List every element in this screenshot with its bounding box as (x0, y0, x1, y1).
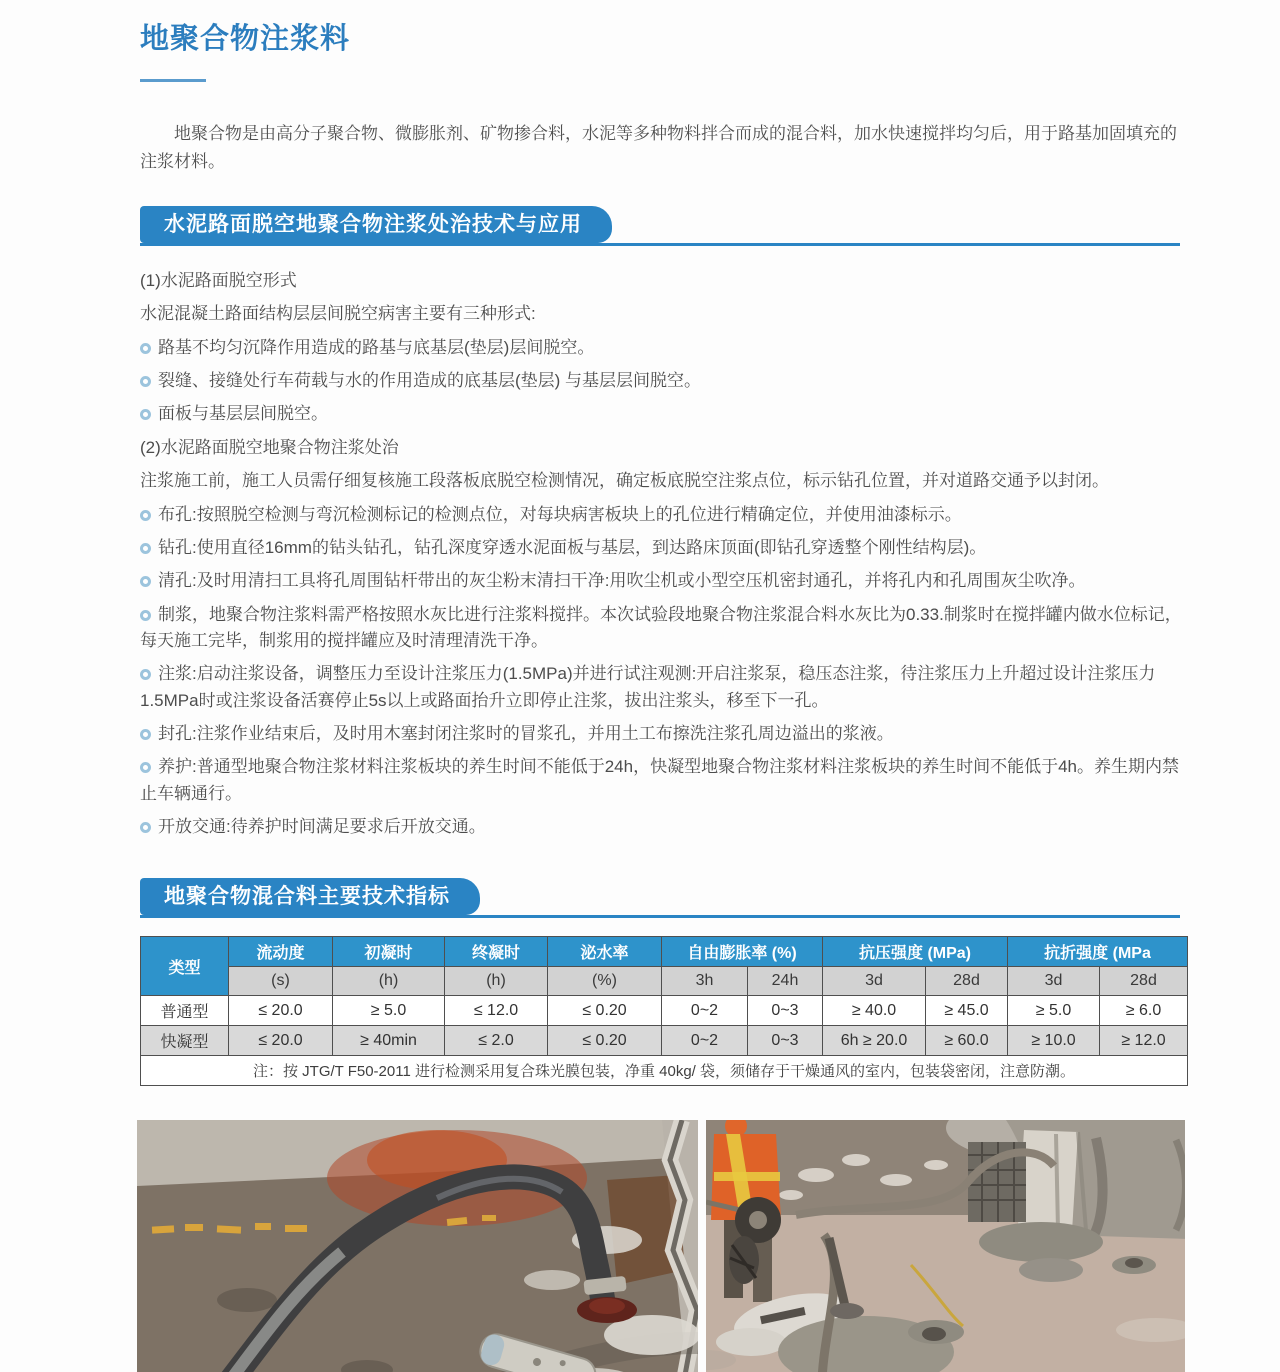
section1-line: 注浆施工前，施工人员需仔细复核施工段落板底脱空检测情况，确定板底脱空注浆点位，标示钻孔位置，并对道路交通予以封闭。 (140, 471, 1109, 491)
intro-paragraph: 地聚合物是由高分子聚合物、微膨胀剂、矿物掺合料，水泥等多种物料拌合而成的混合料，加水快速搅拌均匀后，用于路基加固填充的注浆材料。 (140, 124, 1177, 172)
section1-line: 开放交通:待养护时间满足要求后开放交通。 (140, 814, 1185, 840)
table-cell: 0~2 (662, 1026, 748, 1056)
table-cell: 6h ≥ 20.0 (823, 1026, 926, 1056)
table-cell: 0~3 (748, 996, 823, 1026)
table-header-initial-set: 初凝时 (333, 937, 445, 967)
table-cell: ≥ 6.0 (1100, 996, 1188, 1026)
table-unit: (h) (333, 967, 445, 996)
section1-line: 钻孔:使用直径16mm的钻头钻孔，钻孔深度穿透水泥面板与基层，到达路床顶面(即钻孔穿透整个刚性结构层)。 (140, 535, 1185, 561)
section2-banner-row (140, 878, 1180, 918)
ring-bullet-icon (140, 576, 151, 587)
table-cell: ≤ 0.20 (548, 1026, 662, 1056)
table-unit: 3h (662, 967, 748, 996)
table-cell: ≤ 20.0 (229, 1026, 333, 1056)
table-header-flexural: 抗折强度 (MPa (1008, 937, 1188, 967)
ring-bullet-icon (140, 729, 151, 740)
table-cell: ≥ 40min (333, 1026, 445, 1056)
section1-banner: 水泥路面脱空地聚合物注浆处治技术与应用 (140, 206, 612, 243)
table-unit: (h) (445, 967, 548, 996)
site-photos-row (137, 1120, 1185, 1372)
section1-line: 水泥混凝土路面结构层层间脱空病害主要有三种形式: (140, 304, 536, 324)
section1-line: 面板与基层层间脱空。 (140, 401, 1185, 427)
table-header-fluidity: 流动度 (229, 937, 333, 967)
ring-bullet-icon (140, 610, 151, 621)
spec-table (140, 936, 1188, 1086)
grouting-hose-photo (137, 1120, 698, 1372)
section1-content (140, 268, 1185, 840)
table-note: 注：按 JTG/T F50-2011 进行检测采用复合珠光膜包装，净重 40kg/ 袋，须储存于干燥通风的室内，包装袋密闭，注意防潮。 (141, 1056, 1188, 1086)
table-cell: ≥ 45.0 (926, 996, 1008, 1026)
table-row (141, 1026, 1188, 1056)
table-cell: ≤ 0.20 (548, 996, 662, 1026)
section1-line: 封孔:注浆作业结束后，及时用木塞封闭注浆时的冒浆孔，并用土工布擦洗注浆孔周边溢出的浆液。 (140, 721, 1185, 747)
table-row (141, 996, 1188, 1026)
ring-bullet-icon (140, 822, 151, 833)
section1-line: 裂缝、接缝处行车荷载与水的作用造成的底基层(垫层) 与基层层间脱空。 (140, 368, 1185, 394)
table-cell: 0~2 (662, 996, 748, 1026)
table-cell: ≥ 10.0 (1008, 1026, 1100, 1056)
table-cell: ≤ 12.0 (445, 996, 548, 1026)
section1-line: (2)水泥路面脱空地聚合物注浆处治 (140, 437, 399, 457)
section1-line: (1)水泥路面脱空形式 (140, 271, 297, 291)
ring-bullet-icon (140, 669, 151, 680)
section1-line: 制浆，地聚合物注浆料需严格按照水灰比进行注浆料搅拌。本次试验段地聚合物注浆混合料水灰比为0.33.制浆时在搅拌罐内做水位标记，每天施工完毕，制浆用的搅拌罐应及时清理清洗干净。 (140, 604, 1182, 650)
ring-bullet-icon (140, 510, 151, 521)
section1-line: 布孔:按照脱空检测与弯沉检测标记的检测点位，对每块病害板块上的孔位进行精确定位，并使用油漆标示。 (140, 502, 1185, 528)
table-cell: ≥ 5.0 (1008, 996, 1100, 1026)
table-header-final-set: 终凝时 (445, 937, 548, 967)
section1-line: 路基不均匀沉降作用造成的路基与底基层(垫层)层间脱空。 (140, 335, 1185, 361)
page-title: 地聚合物注浆料 (140, 23, 351, 55)
ring-bullet-icon (140, 343, 151, 354)
table-cell: 快凝型 (141, 1026, 229, 1056)
table-header-bleeding: 泌水率 (548, 937, 662, 967)
table-unit: (%) (548, 967, 662, 996)
table-unit: 3d (823, 967, 926, 996)
table-unit: 28d (1100, 967, 1188, 996)
table-unit: 24h (748, 967, 823, 996)
grouting-worksite-photo (706, 1120, 1185, 1372)
section1-banner-row (140, 206, 1180, 246)
section1-line: 养护:普通型地聚合物注浆材料注浆板块的养生时间不能低于24h，快凝型地聚合物注浆材料注浆板块的养生时间不能低于4h。养生期内禁止车辆通行。 (140, 757, 1179, 803)
table-unit: 3d (1008, 967, 1100, 996)
table-unit: 28d (926, 967, 1008, 996)
ring-bullet-icon (140, 376, 151, 387)
ring-bullet-icon (140, 762, 151, 773)
section1-line: 注浆:启动注浆设备，调整压力至设计注浆压力(1.5MPa)并进行试注观测:开启注浆泵，稳压态注浆，待注浆压力上升超过设计注浆压力1.5MPa时或注浆设备活赛停止5s以上或路面抬升立即停止注浆，拔出注浆头，移至下一孔。 (140, 664, 1156, 710)
table-cell: 普通型 (141, 996, 229, 1026)
section2-banner: 地聚合物混合料主要技术指标 (140, 878, 480, 915)
table-header-type: 类型 (141, 937, 229, 996)
table-cell: ≥ 5.0 (333, 996, 445, 1026)
table-cell: ≤ 2.0 (445, 1026, 548, 1056)
table-header-compressive: 抗压强度 (MPa) (823, 937, 1008, 967)
ring-bullet-icon (140, 543, 151, 554)
section1-line: 清孔:及时用清扫工具将孔周围钻杆带出的灰尘粉末清扫干净:用吹尘机或小型空压机密封通孔，并将孔内和孔周围灰尘吹净。 (140, 568, 1185, 594)
table-header-expansion: 自由膨胀率 (%) (662, 937, 823, 967)
ring-bullet-icon (140, 409, 151, 420)
table-cell: ≥ 12.0 (1100, 1026, 1188, 1056)
table-cell: ≥ 60.0 (926, 1026, 1008, 1056)
table-cell: 0~3 (748, 1026, 823, 1056)
table-cell: ≥ 40.0 (823, 996, 926, 1026)
table-unit: (s) (229, 967, 333, 996)
table-cell: ≤ 20.0 (229, 996, 333, 1026)
title-underline-dash (140, 79, 206, 82)
